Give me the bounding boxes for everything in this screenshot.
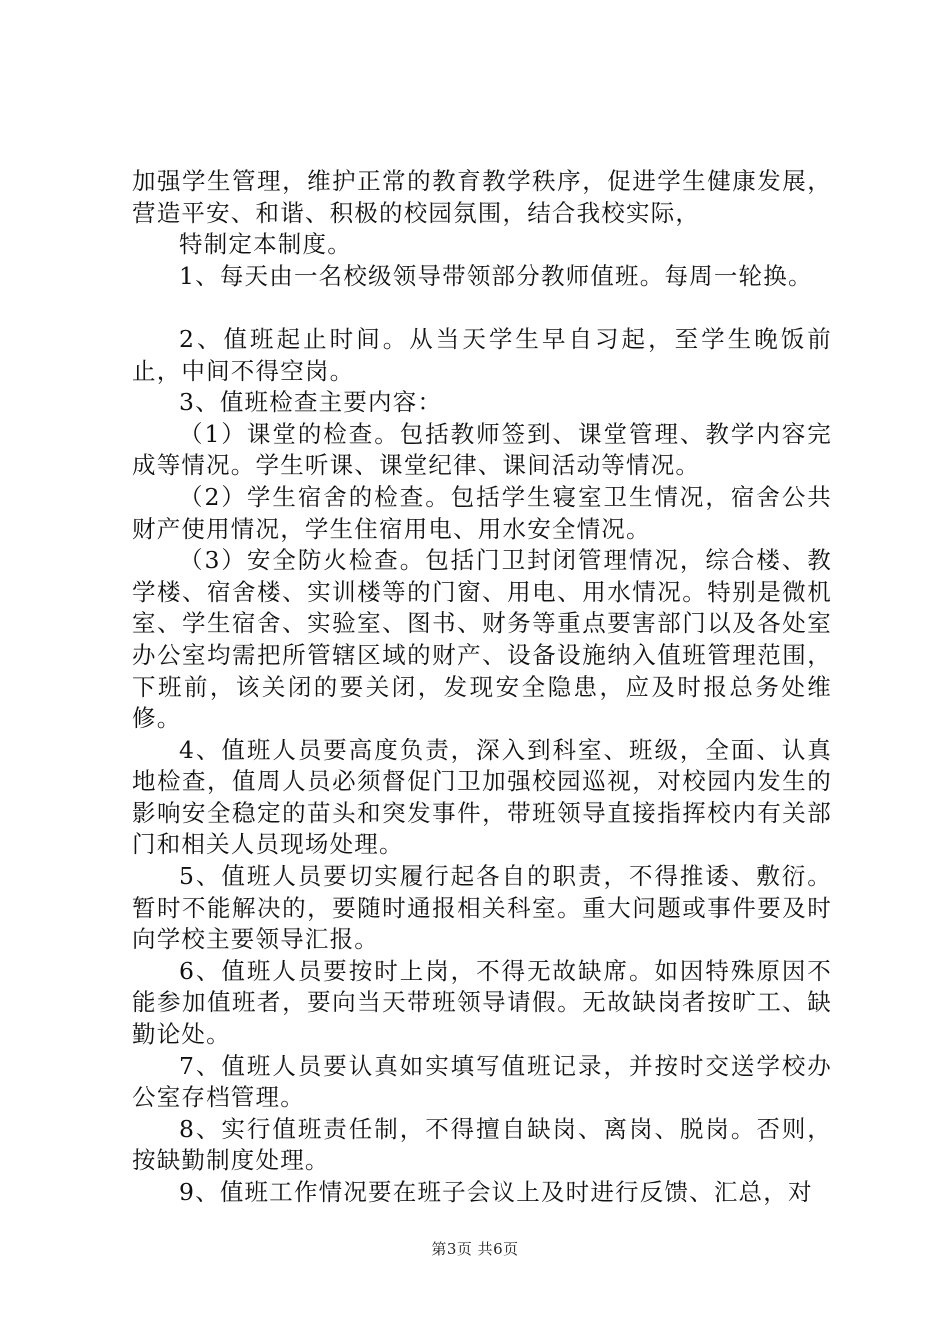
paragraph-item-3-2: （2）学生宿舍的检查。包括学生寝室卫生情况，宿舍公共财产使用情况，学生住宿用电、用水安全情况。 bbox=[132, 482, 832, 543]
paragraph-item-5: 5、值班人员要切实履行起各自的职责，不得推诿、敷衍。暂时不能解决的，要随时通报相关科室。重大问题或事件要及时向学校主要领导汇报。 bbox=[132, 862, 832, 954]
paragraph-item-3: 3、值班检查主要内容： bbox=[179, 388, 443, 417]
paragraph-item-3-3: （3）安全防火检查。包括门卫封闭管理情况，综合楼、教学楼、宿舍楼、实训楼等的门窗、用电、用水情况。特别是微机室、学生宿舍、实验室、图书、财务等重点要害部门以及各处室办公室均需把所管辖区域的财产、设备设施纳入值班管理范围，下班前，该关闭的要关闭，发现安全隐患，应及时报总务处维修。 bbox=[132, 546, 832, 733]
page-footer bbox=[0, 1238, 950, 1259]
paragraph-item-3-1: （1）课堂的检查。包括教师签到、课堂管理、教学内容完成等情况。学生听课、课堂纪律、课间活动等情况。 bbox=[132, 419, 832, 480]
paragraph-item-2: 2、值班起止时间。从当天学生早自习起，至学生晚饭前止，中间不得空岗。 bbox=[132, 324, 832, 385]
paragraph-item-6: 6、值班人员要按时上岗，不得无故缺席。如因特殊原因不能参加值班者，要向当天带班领导请假。无故缺岗者按旷工、缺勤论处。 bbox=[132, 956, 832, 1049]
paragraph-intro-end: 特制定本制度。 bbox=[179, 230, 352, 259]
paragraph-item-4: 4、值班人员要高度负责，深入到科室、班级，全面、认真地检查，值周人员必须督促门卫加强校园巡视，对校园内发生的影响安全稳定的苗头和突发事件，带班领导直接指挥校内有关部门和相关人员现场处理。 bbox=[132, 735, 832, 859]
document-body bbox=[132, 166, 832, 1209]
page-number-label: 第3页 共6页 bbox=[431, 1240, 519, 1258]
paragraph-item-7: 7、值班人员要认真如实填写值班记录，并按时交送学校办公室存档管理。 bbox=[132, 1051, 832, 1112]
paragraph-item-8: 8、实行值班责任制，不得擅自缺岗、离岗、脱岗。否则，按缺勤制度处理。 bbox=[132, 1114, 832, 1175]
paragraph-item-1: 1、每天由一名校级领导带领部分教师值班。每周一轮换。 bbox=[179, 261, 813, 290]
paragraph-item-9: 9、值班工作情况要在班子会议上及时进行反馈、汇总，对 bbox=[179, 1178, 813, 1206]
paragraph-intro: 加强学生管理，维护正常的教育教学秩序，促进学生健康发展，营造平安、和谐、积极的校园氛围，结合我校实际， bbox=[132, 167, 832, 227]
